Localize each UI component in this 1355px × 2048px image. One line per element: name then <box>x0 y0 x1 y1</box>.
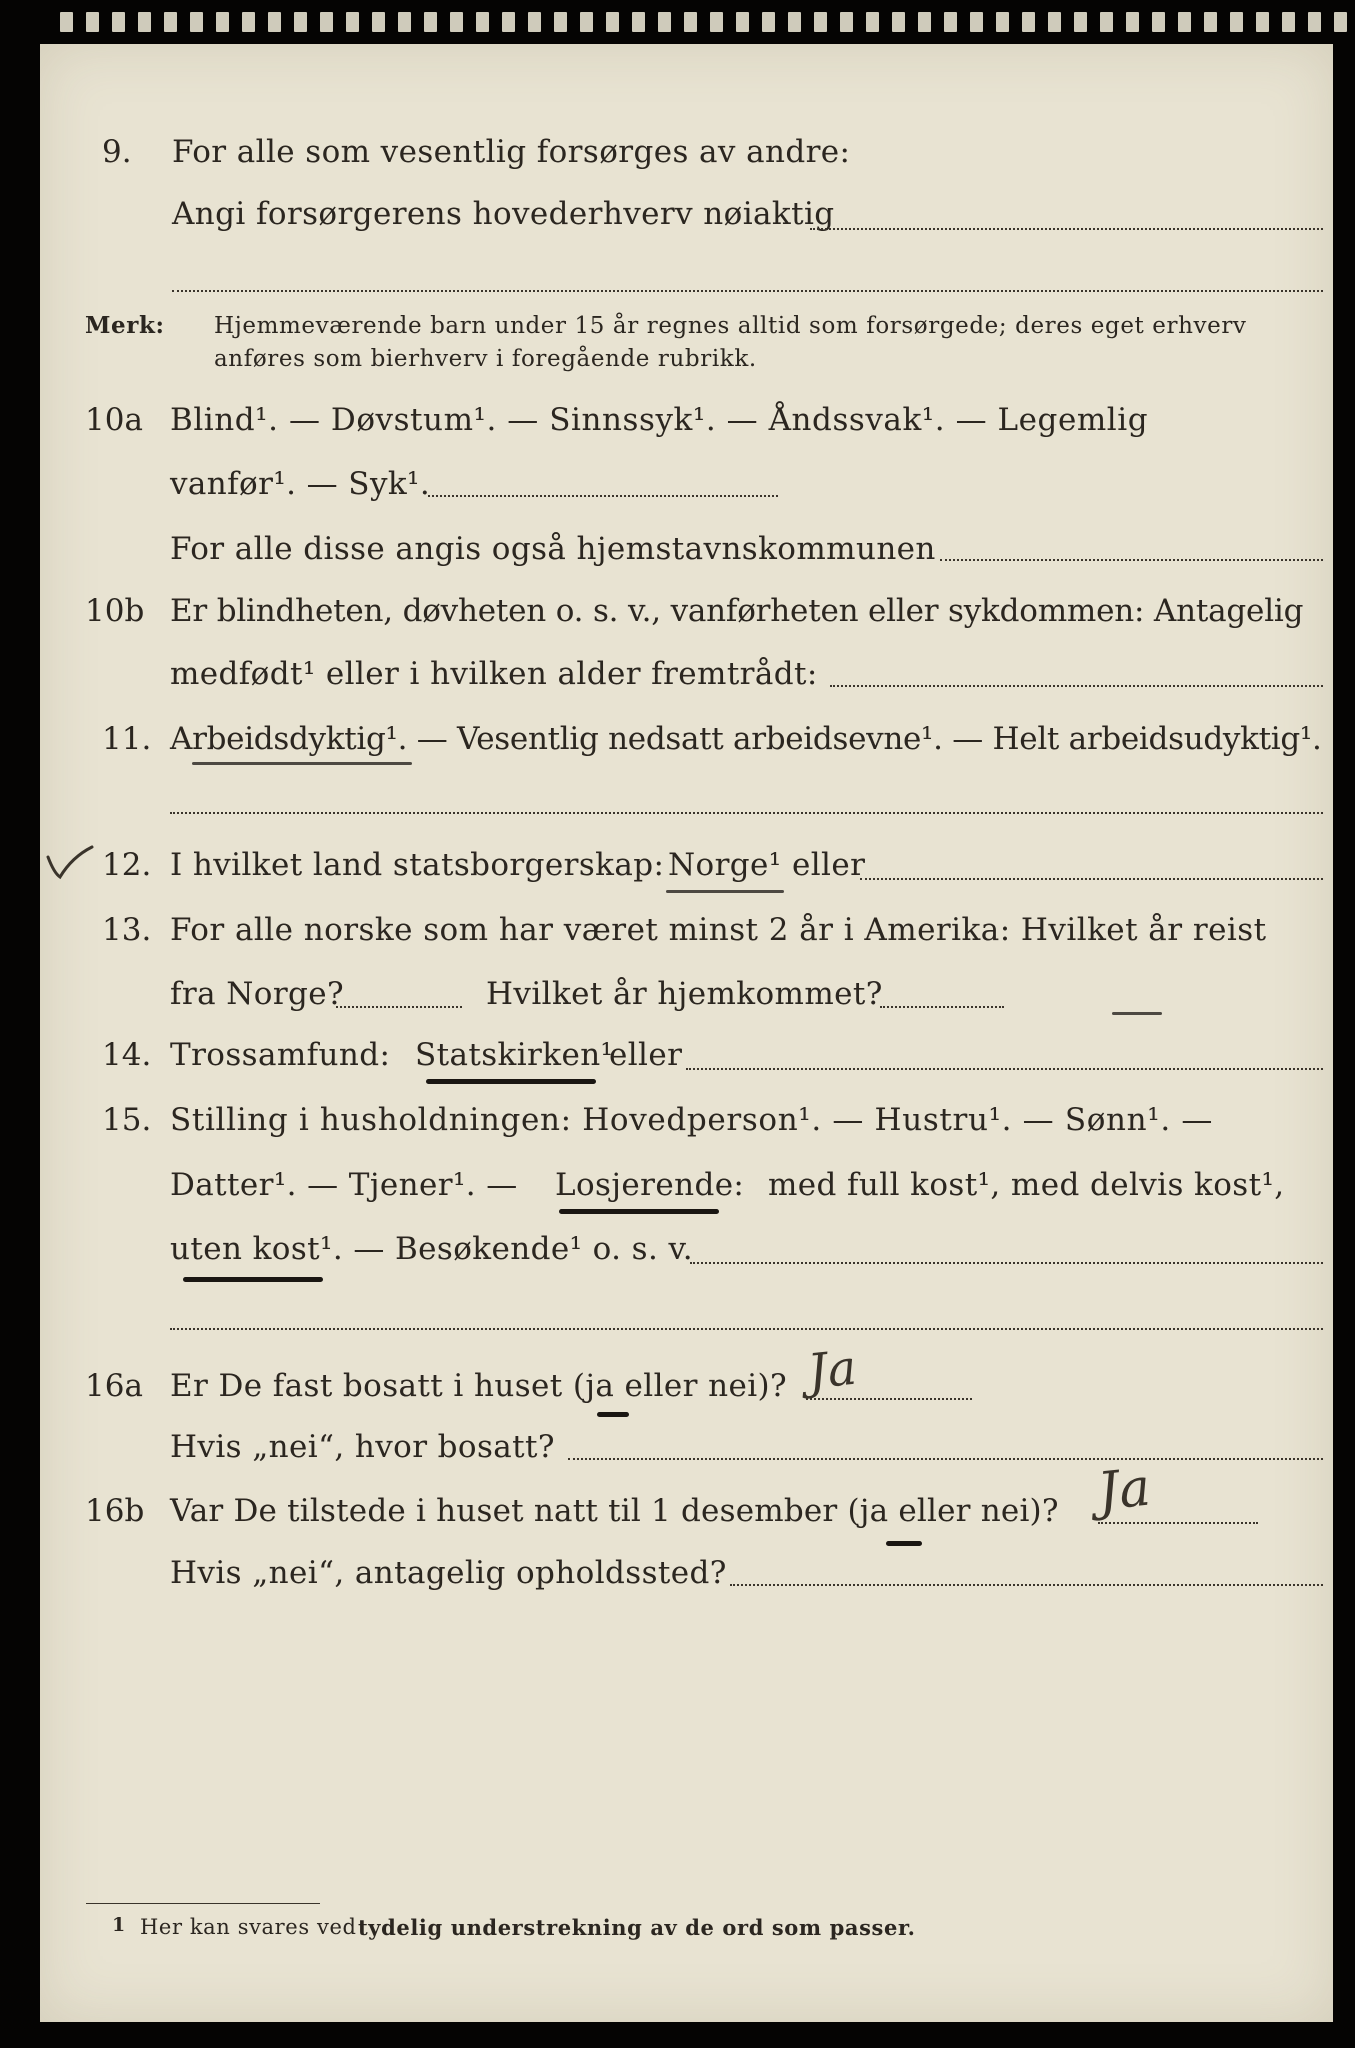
punch-hole <box>138 12 151 32</box>
punch-hole <box>450 12 463 32</box>
q9-number: 9. <box>102 134 132 170</box>
punch-hole <box>996 12 1009 32</box>
punch-hole <box>1022 12 1035 32</box>
q11-separator <box>170 812 1323 814</box>
punch-hole <box>528 12 541 32</box>
punch-hole <box>658 12 671 32</box>
q14-statskirken-underline <box>426 1079 596 1084</box>
punch-hole <box>346 12 359 32</box>
q16a-line2: Hvis „nei“, hvor bosatt? <box>170 1429 555 1465</box>
punch-hole <box>606 12 619 32</box>
punch-hole <box>892 12 905 32</box>
punch-hole <box>710 12 723 32</box>
q12-number: 12. <box>102 847 152 883</box>
q16b-number: 16b <box>85 1493 145 1529</box>
q15-answer-line <box>690 1262 1323 1264</box>
q11-pencil-underline <box>192 762 412 765</box>
punch-hole <box>1230 12 1243 32</box>
punch-hole <box>840 12 853 32</box>
q16a-handwritten-answer: Ja <box>805 1339 860 1401</box>
q12-norge: Norge¹ <box>668 847 782 883</box>
q16b-line1: Var De tilstede i huset natt til 1 desember (ja eller nei)? <box>170 1493 1059 1529</box>
punch-hole <box>190 12 203 32</box>
punch-hole <box>1256 12 1269 32</box>
q15-uten-kost-underline <box>183 1277 323 1282</box>
punch-hole <box>86 12 99 32</box>
q13-line1: For alle norske som har været minst 2 år i Amerika: Hvilket år reist <box>170 912 1267 948</box>
punch-hole <box>424 12 437 32</box>
q16b-location-line <box>730 1584 1323 1586</box>
q14-answer-line <box>686 1068 1323 1070</box>
punch-hole <box>1204 12 1217 32</box>
merk-label: Merk: <box>85 312 165 339</box>
q11-line1: Arbeidsdyktig¹. — Vesentlig nedsatt arbeidsevne¹. — Helt arbeidsudyktig¹. <box>170 721 1322 757</box>
census-form-page <box>40 44 1333 2022</box>
punch-hole <box>1100 12 1113 32</box>
punch-holes <box>0 0 1355 40</box>
q12-answer-line <box>860 878 1323 880</box>
q9-answer-line-2 <box>172 290 1323 292</box>
punch-hole <box>372 12 385 32</box>
q15-line1: Stilling i husholdningen: Hovedperson¹. — Hustru¹. — Sønn¹. — <box>170 1102 1214 1138</box>
q10a-line1: Blind¹. — Døvstum¹. — Sinnssyk¹. — Åndssvak¹. — Legemlig <box>170 402 1149 438</box>
punch-hole <box>60 12 73 32</box>
punch-hole <box>502 12 515 32</box>
footnote-rule <box>86 1903 320 1904</box>
q10b-answer-line <box>830 685 1323 687</box>
q16b-answer-line <box>1098 1522 1258 1524</box>
punch-hole <box>164 12 177 32</box>
merk-line2: anføres som bierhverv i foregående rubrikk. <box>214 346 757 372</box>
punch-hole <box>684 12 697 32</box>
q13-line2a: fra Norge? <box>170 976 345 1012</box>
punch-hole <box>268 12 281 32</box>
punch-hole <box>398 12 411 32</box>
q16a-number: 16a <box>85 1368 143 1404</box>
q16b-handwritten-answer: Ja <box>1095 1457 1154 1523</box>
q15-line2a: Datter¹. — Tjener¹. — <box>170 1167 518 1203</box>
punch-hole <box>580 12 593 32</box>
q14-statskirken: Statskirken¹ <box>415 1037 614 1073</box>
q15-separator <box>170 1328 1323 1330</box>
q15-line3: uten kost¹. — Besøkende¹ o. s. v. <box>170 1231 693 1267</box>
punch-hole <box>788 12 801 32</box>
q14-eller: eller <box>609 1037 683 1073</box>
punch-hole <box>814 12 827 32</box>
q10a-number: 10a <box>85 402 143 438</box>
punch-hole <box>1334 12 1347 32</box>
q10b-number: 10b <box>85 593 145 629</box>
punch-hole <box>320 12 333 32</box>
q9-answer-line <box>810 228 1323 230</box>
punch-hole <box>1074 12 1087 32</box>
punch-hole <box>866 12 879 32</box>
punch-hole <box>216 12 229 32</box>
q9-line2: Angi forsørgerens hovederhverv nøiaktig <box>172 196 835 232</box>
q10b-line2: medfødt¹ eller i hvilken alder fremtrådt: <box>170 656 818 692</box>
q14-label: Trossamfund: <box>170 1037 391 1073</box>
punch-hole <box>476 12 489 32</box>
q15-losjerende-underline <box>559 1209 719 1214</box>
q13-line2b: Hvilket år hjemkommet? <box>486 976 883 1012</box>
q16a-ja-underline <box>597 1412 629 1417</box>
punch-hole <box>294 12 307 32</box>
q10a-municipality-line <box>940 559 1323 561</box>
q12-norge-underline <box>666 890 784 893</box>
footnote-mark: 1 <box>112 1914 126 1936</box>
punch-hole <box>1152 12 1165 32</box>
q12-eller: eller <box>792 847 866 883</box>
punch-hole <box>1282 12 1295 32</box>
merk-line1: Hjemmeværende barn under 15 år regnes alltid som forsørgede; deres eget erhverv <box>214 313 1247 339</box>
q16b-ja-underline <box>886 1541 922 1546</box>
q16b-line2: Hvis „nei“, antagelig opholdssted? <box>170 1555 727 1591</box>
footnote-text-a: Her kan svares ved <box>140 1915 357 1939</box>
q9-line1: For alle som vesentlig forsørges av andre: <box>172 134 851 170</box>
check-mark-icon <box>40 839 100 889</box>
q13-number: 13. <box>102 912 152 948</box>
q13-departure-year-line <box>336 1006 462 1008</box>
punch-hole <box>1178 12 1191 32</box>
q16a-line1: Er De fast bosatt i huset (ja eller nei)? <box>170 1368 788 1404</box>
punch-hole <box>970 12 983 32</box>
q10a-line2: vanfør¹. — Syk¹. <box>170 466 431 502</box>
q13-return-year-line <box>880 1006 1004 1008</box>
punch-hole <box>1126 12 1139 32</box>
punch-hole <box>242 12 255 32</box>
q15-line2b: med full kost¹, med delvis kost¹, <box>768 1167 1285 1203</box>
punch-hole <box>762 12 775 32</box>
punch-hole <box>632 12 645 32</box>
footnote-text-b: tydelig understrekning av de ord som passer. <box>358 1915 916 1940</box>
q12-line1: I hvilket land statsborgerskap: <box>170 847 665 883</box>
q11-number: 11. <box>102 721 152 757</box>
q10a-answer-line <box>428 495 778 497</box>
ink-smudge <box>1112 1012 1162 1015</box>
q15-losjerende: Losjerende: <box>555 1167 745 1203</box>
punch-hole <box>112 12 125 32</box>
punch-hole <box>1308 12 1321 32</box>
q16a-residence-line <box>568 1458 1323 1460</box>
punch-hole <box>736 12 749 32</box>
punch-hole <box>918 12 931 32</box>
q15-number: 15. <box>102 1102 152 1138</box>
q10b-line1: Er blindheten, døvheten o. s. v., vanførheten eller sykdommen: Antagelig <box>170 593 1304 629</box>
punch-hole <box>1048 12 1061 32</box>
q10a-line3: For alle disse angis også hjemstavnskommunen <box>170 531 936 567</box>
punch-hole <box>554 12 567 32</box>
punch-hole <box>944 12 957 32</box>
q14-number: 14. <box>102 1037 152 1073</box>
